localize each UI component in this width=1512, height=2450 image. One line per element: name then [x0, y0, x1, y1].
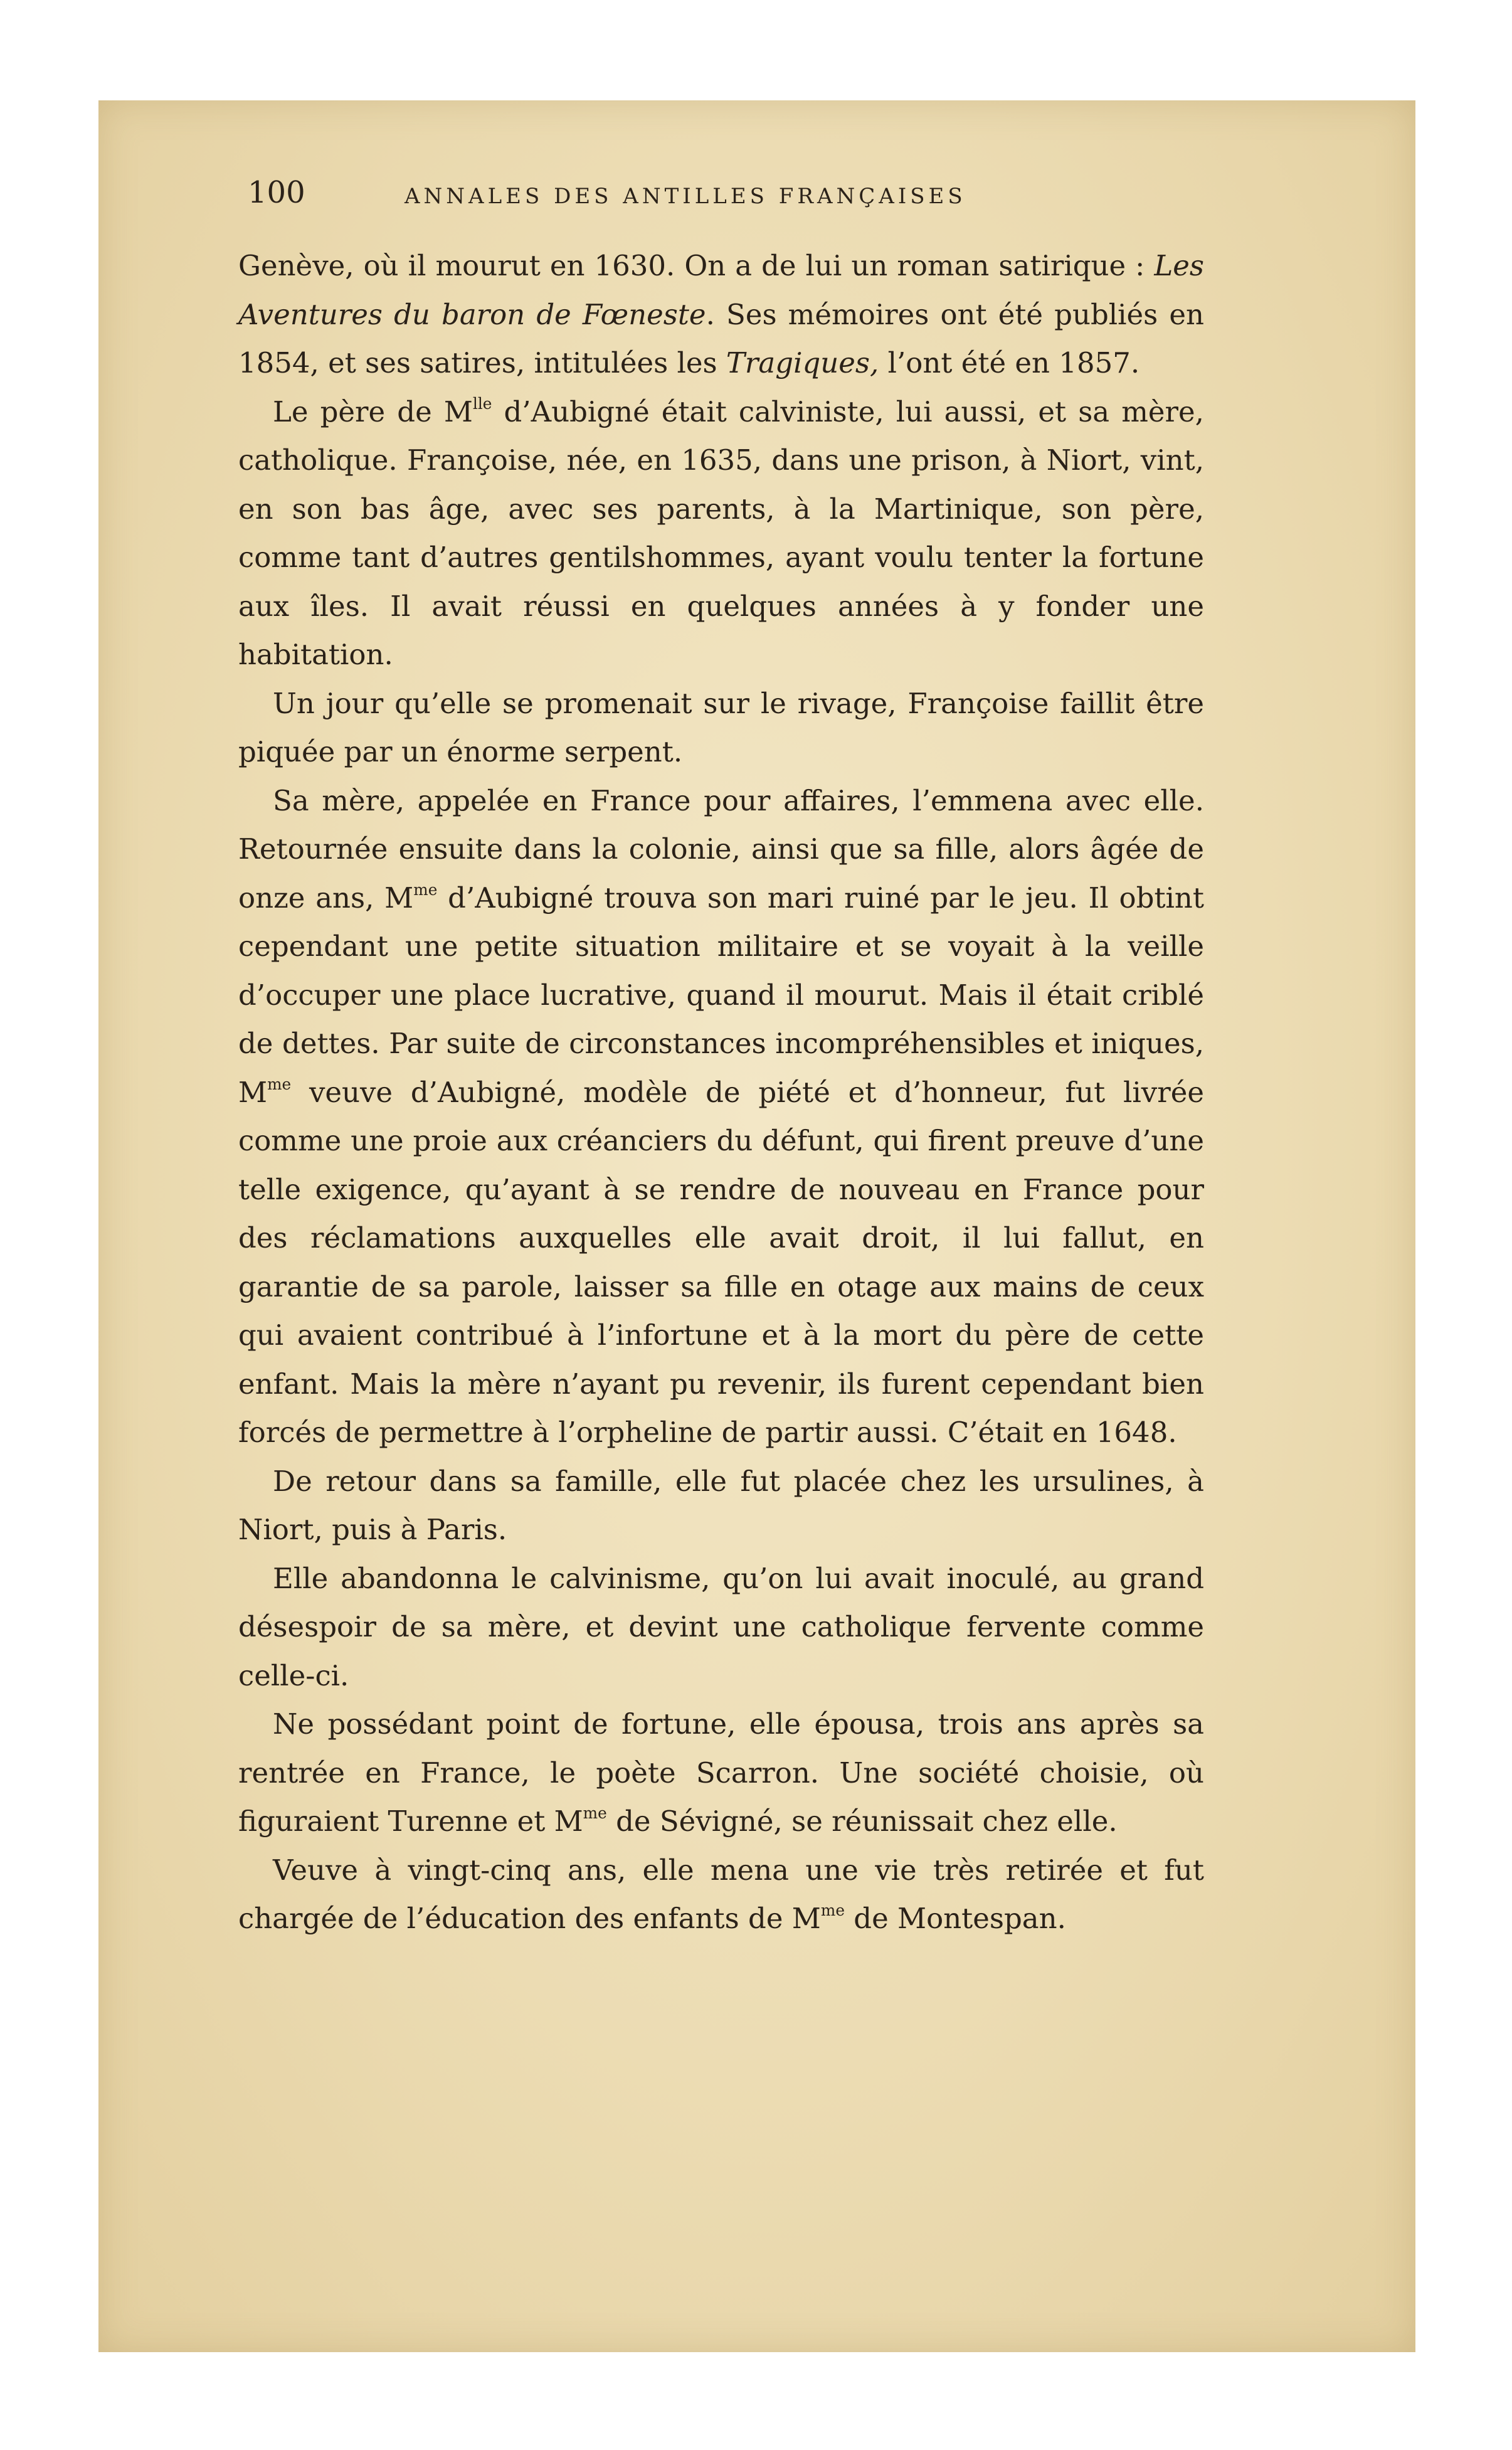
- paragraph-7: Ne possédant point de fortune, elle épousa, trois ans après sa rentrée en France, le poète Scarron. Une société choisie, où figuraient Turenne et $M^{me}$ de Sévigné, se réunissait chez elle.: [238, 1707, 1204, 1838]
- running-title: ANNALES DES ANTILLES FRANÇAISES: [404, 184, 966, 209]
- paragraph-1: Genève, où il mourut en 1630. On a de lui un roman satirique : Les Aventures du baron de Fœneste. Ses mémoires ont été publiés en 1854, et ses satires, intitulées les Tragiques, l’ont été en 1857.: [238, 249, 1204, 379]
- book-title-aventures: Les Aventures du baron de Fœneste: [238, 249, 1204, 331]
- paragraph-6: Elle abandonna le calvinisme, qu’on lui avait inoculé, au grand désespoir de sa mère, et devint une catholique fervente comme celle-ci.: [238, 1561, 1204, 1692]
- paragraph-5: De retour dans sa famille, elle fut placée chez les ursulines, à Niort, puis à Paris.: [238, 1464, 1204, 1546]
- paragraph-2: Le père de $M^{lle}$ d’Aubigné était calviniste, lui aussi, et sa mère, catholique. Françoise, née, en 1635, dans une prison, à Niort, vint, en son bas âge, avec ses parents, à la Martinique, son père, comme tant d’autres gentilshommes, ayant voulu tenter la fortune aux îles. Il avait réussi en quelques années à y fonder une habitation.: [238, 394, 1204, 671]
- book-title-tragiques: Tragiques,: [726, 346, 879, 379]
- body-text: [238, 241, 1204, 1943]
- page-header: [248, 171, 1151, 215]
- page-number: 100: [248, 175, 305, 210]
- paragraph-4: Sa mère, appelée en France pour affaires, l’emmena avec elle. Retournée ensuite dans la colonie, ainsi que sa fille, alors âgée de onze ans, $M^{me}$ d’Aubigné trouva son mari ruiné par le jeu. Il obtint cependant une petite situation militaire et se voyait à la veille d’occuper une place lucrative, quand il mourut. Mais il était criblé de dettes. Par suite de circonstances incompréhensibles et iniques, $M^{me}$ veuve d’Aubigné, modèle de piété et d’honneur, fut livrée comme une proie aux créanciers du défunt, qui firent preuve d’une telle exigence, qu’ayant à se rendre de nouveau en France pour des réclamations auxquelles elle avait droit, il lui fallut, en garantie de sa parole, laisser sa fille en otage aux mains de ceux qui avaient contribué à l’infortune et à la mort du père de cette enfant. Mais la mère n’ayant pu revenir, ils furent cependant bien forcés de permettre à l’orpheline de partir aussi. C’était en 1648.: [238, 783, 1205, 1449]
- paragraph-8: Veuve à vingt-cinq ans, elle mena une vie très retirée et fut chargée de l’éducation des enfants de $M^{me}$ de Montespan.: [238, 1853, 1204, 1935]
- paragraph-3: Un jour qu’elle se promenait sur le rivage, Françoise faillit être piquée par un énorme serpent.: [238, 686, 1204, 768]
